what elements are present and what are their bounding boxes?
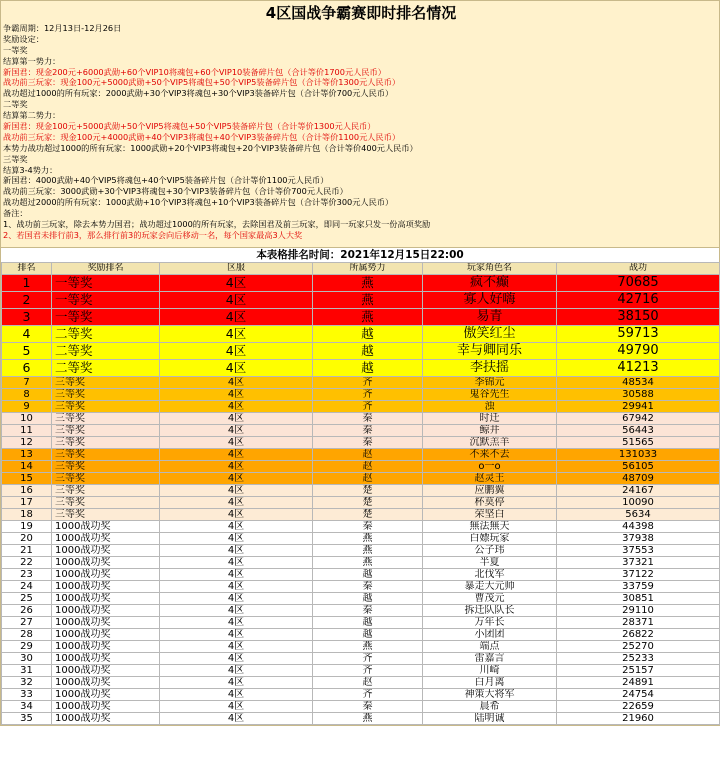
table-row — [2, 605, 720, 617]
faction-cell: 秦 — [313, 605, 423, 617]
notice-line: 结算第一势力： — [3, 55, 61, 66]
rank-cell: 29 — [2, 641, 52, 653]
award-cell: 三等奖 — [52, 413, 160, 425]
faction-cell: 越 — [313, 569, 423, 581]
server-cell: 4区 — [160, 437, 313, 449]
award-cell: 一等奖 — [52, 275, 160, 292]
player-name-cell: 杯莫停 — [423, 497, 557, 509]
faction-cell: 燕 — [313, 641, 423, 653]
table-row — [2, 343, 720, 360]
notice-line: 争霸周期：12月13日-12月26日 — [3, 23, 122, 33]
server-cell: 4区 — [160, 485, 313, 497]
rank-cell: 19 — [2, 521, 52, 533]
award-cell: 三等奖 — [52, 377, 160, 389]
faction-cell: 越 — [313, 629, 423, 641]
power-cell: 25270 — [557, 641, 720, 653]
rank-cell: 20 — [2, 533, 52, 545]
notice-line: 结算3-4势力： — [3, 164, 58, 175]
notice-line: 一等奖 — [3, 44, 28, 55]
power-cell: 70685 — [557, 275, 720, 292]
table-row — [2, 360, 720, 377]
notice-line: 本势力战功超过1000的所有玩家：1000武勋+20个VIP3将魂包+20个VIP3装备碎片包（合计等价400元人民币） — [3, 142, 418, 153]
server-cell: 4区 — [160, 326, 313, 343]
power-cell: 48534 — [557, 377, 720, 389]
player-name-cell: 北伐军 — [423, 569, 557, 581]
player-name-cell: 时迁 — [423, 413, 557, 425]
player-name-cell: 川崎 — [423, 665, 557, 677]
rank-cell: 10 — [2, 413, 52, 425]
power-cell: 24754 — [557, 689, 720, 701]
faction-cell: 楚 — [313, 485, 423, 497]
faction-cell: 齐 — [313, 665, 423, 677]
notice-line: 结算第二势力： — [3, 110, 61, 121]
rank-cell: 3 — [2, 309, 52, 326]
rank-cell: 7 — [2, 377, 52, 389]
table-row — [2, 425, 720, 437]
table-row — [2, 275, 720, 292]
table-row — [2, 545, 720, 557]
player-name-cell: 神策大将军 — [423, 689, 557, 701]
table-row — [2, 377, 720, 389]
server-cell: 4区 — [160, 377, 313, 389]
faction-cell: 赵 — [313, 449, 423, 461]
faction-cell: 秦 — [313, 437, 423, 449]
faction-cell: 秦 — [313, 425, 423, 437]
notice-line: 新国君：现金200元+6000武勋+60个VIP10将魂包+60个VIP10装备碎片包（合计等价1700元人民币） — [3, 66, 386, 77]
rank-cell: 11 — [2, 425, 52, 437]
notice-line: 三等奖 — [3, 153, 28, 164]
table-row — [2, 557, 720, 569]
notice-line: 战功前三玩家：3000武勋+30个VIP3将魂包+30个VIP3装备碎片包（合计等价700元人民币） — [3, 186, 348, 197]
server-cell: 4区 — [160, 629, 313, 641]
table-row — [2, 521, 720, 533]
award-cell: 1000战功奖 — [52, 605, 160, 617]
table-row — [2, 326, 720, 343]
power-cell: 44398 — [557, 521, 720, 533]
player-name-cell: 陆明诚 — [423, 713, 557, 725]
notice-lines — [3, 23, 719, 241]
award-cell: 1000战功奖 — [52, 593, 160, 605]
rank-cell: 4 — [2, 326, 52, 343]
rank-cell: 1 — [2, 275, 52, 292]
rank-cell: 6 — [2, 360, 52, 377]
player-name-cell: 拆迁队队长 — [423, 605, 557, 617]
server-cell: 4区 — [160, 569, 313, 581]
rank-cell: 33 — [2, 689, 52, 701]
power-cell: 131033 — [557, 449, 720, 461]
table-row — [2, 677, 720, 689]
power-cell: 30588 — [557, 389, 720, 401]
award-cell: 三等奖 — [52, 437, 160, 449]
faction-cell: 赵 — [313, 677, 423, 689]
notice-line: 新国君：现金100元+5000武勋+50个VIP5将魂包+50个VIP5装备碎片包（合计等价1300元人民币） — [3, 121, 376, 132]
player-name-cell: 半夏 — [423, 557, 557, 569]
notice-line: 战功超过2000的所有玩家：1000武勋+10个VIP3将魂包+10个VIP3装备碎片包（合计等价300元人民币） — [3, 197, 394, 208]
table-row — [2, 533, 720, 545]
power-cell: 42716 — [557, 292, 720, 309]
player-name-cell: 沉默羔羊 — [423, 437, 557, 449]
award-cell: 二等奖 — [52, 360, 160, 377]
table-row — [2, 665, 720, 677]
power-cell: 56105 — [557, 461, 720, 473]
power-cell: 48709 — [557, 473, 720, 485]
faction-cell: 越 — [313, 360, 423, 377]
player-name-cell: 李扶摇 — [423, 360, 557, 377]
table-row — [2, 581, 720, 593]
faction-cell: 齐 — [313, 689, 423, 701]
rank-cell: 27 — [2, 617, 52, 629]
table-row — [2, 713, 720, 725]
server-cell: 4区 — [160, 521, 313, 533]
notice-line: 战功前三玩家：现金100元+4000武勋+40个VIP3将魂包+40个VIP3装备碎片包（合计等价1100元人民币） — [3, 131, 401, 142]
player-name-cell: 傲笑红尘 — [423, 326, 557, 343]
power-cell: 37321 — [557, 557, 720, 569]
power-cell: 38150 — [557, 309, 720, 326]
power-cell: 67942 — [557, 413, 720, 425]
award-cell: 1000战功奖 — [52, 653, 160, 665]
server-cell: 4区 — [160, 557, 313, 569]
rank-cell: 32 — [2, 677, 52, 689]
power-cell: 37122 — [557, 569, 720, 581]
power-cell: 10090 — [557, 497, 720, 509]
server-cell: 4区 — [160, 545, 313, 557]
award-cell: 1000战功奖 — [52, 569, 160, 581]
award-cell: 一等奖 — [52, 292, 160, 309]
power-cell: 29110 — [557, 605, 720, 617]
power-cell: 5634 — [557, 509, 720, 521]
player-name-cell: 端点 — [423, 641, 557, 653]
rank-cell: 9 — [2, 401, 52, 413]
server-cell: 4区 — [160, 461, 313, 473]
rank-cell: 16 — [2, 485, 52, 497]
table-row — [2, 593, 720, 605]
table-row — [2, 437, 720, 449]
power-cell: 51565 — [557, 437, 720, 449]
faction-cell: 燕 — [313, 713, 423, 725]
power-cell: 24891 — [557, 677, 720, 689]
power-cell: 22659 — [557, 701, 720, 713]
col-header-faction: 所属势力 — [313, 263, 423, 275]
server-cell: 4区 — [160, 593, 313, 605]
player-name-cell: 白嫖玩家 — [423, 533, 557, 545]
notice-line: 二等奖 — [3, 99, 28, 110]
faction-cell: 齐 — [313, 377, 423, 389]
ranking-time-title: 本表格排名时间：2021年12月15日22:00 — [1, 247, 719, 262]
notice-line: 1、战功前三玩家，除去本势力国君；战功超过1000的所有玩家，去除国君及前三玩家，即同一玩家只发一份高项奖励 — [3, 219, 431, 230]
table-row — [2, 617, 720, 629]
power-cell: 21960 — [557, 713, 720, 725]
server-cell: 4区 — [160, 641, 313, 653]
player-name-cell: 易青 — [423, 309, 557, 326]
rank-cell: 26 — [2, 605, 52, 617]
award-cell: 1000战功奖 — [52, 533, 160, 545]
rank-cell: 28 — [2, 629, 52, 641]
table-row — [2, 569, 720, 581]
rank-cell: 30 — [2, 653, 52, 665]
table-row — [2, 389, 720, 401]
server-cell: 4区 — [160, 701, 313, 713]
faction-cell: 楚 — [313, 509, 423, 521]
faction-cell: 赵 — [313, 461, 423, 473]
table-row — [2, 653, 720, 665]
award-cell: 三等奖 — [52, 509, 160, 521]
award-cell: 1000战功奖 — [52, 689, 160, 701]
award-cell: 1000战功奖 — [52, 557, 160, 569]
faction-cell: 楚 — [313, 497, 423, 509]
award-cell: 1000战功奖 — [52, 581, 160, 593]
award-cell: 1000战功奖 — [52, 629, 160, 641]
award-cell: 三等奖 — [52, 449, 160, 461]
player-name-cell: 鬼谷先生 — [423, 389, 557, 401]
rank-cell: 23 — [2, 569, 52, 581]
notice-line: 备注： — [3, 208, 28, 219]
notice-panel — [1, 1, 719, 247]
power-cell: 25157 — [557, 665, 720, 677]
player-name-cell: 浊 — [423, 401, 557, 413]
award-cell: 一等奖 — [52, 309, 160, 326]
server-cell: 4区 — [160, 401, 313, 413]
player-name-cell: 雷嘉言 — [423, 653, 557, 665]
server-cell: 4区 — [160, 653, 313, 665]
power-cell: 59713 — [557, 326, 720, 343]
player-name-cell: 晨希 — [423, 701, 557, 713]
player-name-cell: 应鹏翼 — [423, 485, 557, 497]
server-cell: 4区 — [160, 292, 313, 309]
faction-cell: 燕 — [313, 557, 423, 569]
player-name-cell: 李锦元 — [423, 377, 557, 389]
server-cell: 4区 — [160, 497, 313, 509]
faction-cell: 秦 — [313, 701, 423, 713]
table-row — [2, 689, 720, 701]
faction-cell: 赵 — [313, 473, 423, 485]
player-name-cell: 曹茂元 — [423, 593, 557, 605]
server-cell: 4区 — [160, 343, 313, 360]
player-name-cell: 無法無天 — [423, 521, 557, 533]
player-name-cell: 公子玮 — [423, 545, 557, 557]
award-cell: 1000战功奖 — [52, 617, 160, 629]
table-row — [2, 473, 720, 485]
power-cell: 33759 — [557, 581, 720, 593]
player-name-cell: 荣坚白 — [423, 509, 557, 521]
rank-cell: 8 — [2, 389, 52, 401]
col-header-power: 战功 — [557, 263, 720, 275]
rank-cell: 2 — [2, 292, 52, 309]
server-cell: 4区 — [160, 533, 313, 545]
power-cell: 37553 — [557, 545, 720, 557]
ranking-table — [1, 262, 720, 725]
faction-cell: 秦 — [313, 581, 423, 593]
award-cell: 三等奖 — [52, 497, 160, 509]
faction-cell: 燕 — [313, 309, 423, 326]
notice-line: 奖励设定： — [3, 33, 44, 44]
player-name-cell: 鲸井 — [423, 425, 557, 437]
player-name-cell: 寡人好嗨 — [423, 292, 557, 309]
player-name-cell: 疯不癫 — [423, 275, 557, 292]
player-name-cell: 幸与卿同乐 — [423, 343, 557, 360]
rank-cell: 17 — [2, 497, 52, 509]
server-cell: 4区 — [160, 689, 313, 701]
table-row — [2, 701, 720, 713]
server-cell: 4区 — [160, 413, 313, 425]
server-cell: 4区 — [160, 581, 313, 593]
table-row — [2, 497, 720, 509]
rank-cell: 5 — [2, 343, 52, 360]
faction-cell: 燕 — [313, 545, 423, 557]
award-cell: 三等奖 — [52, 401, 160, 413]
award-cell: 1000战功奖 — [52, 713, 160, 725]
server-cell: 4区 — [160, 360, 313, 377]
faction-cell: 秦 — [313, 413, 423, 425]
player-name-cell: 白月离 — [423, 677, 557, 689]
server-cell: 4区 — [160, 665, 313, 677]
rank-cell: 13 — [2, 449, 52, 461]
server-cell: 4区 — [160, 713, 313, 725]
award-cell: 二等奖 — [52, 326, 160, 343]
rank-cell: 34 — [2, 701, 52, 713]
power-cell: 49790 — [557, 343, 720, 360]
rank-cell: 22 — [2, 557, 52, 569]
server-cell: 4区 — [160, 449, 313, 461]
notice-line: 战功超过1000的所有玩家：2000武勋+30个VIP3将魂包+30个VIP3装备碎片包（合计等价700元人民币） — [3, 88, 394, 99]
power-cell: 30851 — [557, 593, 720, 605]
notice-line: 战功前三玩家：现金100元+5000武勋+50个VIP5将魂包+50个VIP5装备碎片包（合计等价1300元人民币） — [3, 77, 401, 88]
power-cell: 26822 — [557, 629, 720, 641]
table-row — [2, 509, 720, 521]
server-cell: 4区 — [160, 617, 313, 629]
table-row — [2, 309, 720, 326]
power-cell: 29941 — [557, 401, 720, 413]
rank-cell: 24 — [2, 581, 52, 593]
faction-cell: 燕 — [313, 533, 423, 545]
player-name-cell: 暴走大元帅 — [423, 581, 557, 593]
faction-cell: 齐 — [313, 389, 423, 401]
faction-cell: 燕 — [313, 292, 423, 309]
player-name-cell: 不来不去 — [423, 449, 557, 461]
rank-cell: 14 — [2, 461, 52, 473]
table-row — [2, 629, 720, 641]
col-header-server: 区服 — [160, 263, 313, 275]
faction-cell: 燕 — [313, 275, 423, 292]
faction-cell: 越 — [313, 343, 423, 360]
col-header-award: 奖励排名 — [52, 263, 160, 275]
award-cell: 1000战功奖 — [52, 545, 160, 557]
faction-cell: 齐 — [313, 401, 423, 413]
server-cell: 4区 — [160, 677, 313, 689]
server-cell: 4区 — [160, 275, 313, 292]
faction-cell: 越 — [313, 593, 423, 605]
award-cell: 1000战功奖 — [52, 521, 160, 533]
server-cell: 4区 — [160, 473, 313, 485]
award-cell: 1000战功奖 — [52, 677, 160, 689]
server-cell: 4区 — [160, 389, 313, 401]
rank-cell: 35 — [2, 713, 52, 725]
faction-cell: 秦 — [313, 521, 423, 533]
table-row — [2, 641, 720, 653]
player-name-cell: 赵灵王 — [423, 473, 557, 485]
player-name-cell: 小团团 — [423, 629, 557, 641]
page-title: 4区国战争霸赛即时排名情况 — [265, 4, 457, 22]
col-header-player-name: 玩家角色名 — [423, 263, 557, 275]
table-row — [2, 401, 720, 413]
notice-line: 2、若国君未排行前3，那么排行前3的玩家会向后移动一名，每个国家最高3人大奖 — [3, 229, 303, 240]
rank-cell: 18 — [2, 509, 52, 521]
award-cell: 三等奖 — [52, 473, 160, 485]
award-cell: 三等奖 — [52, 461, 160, 473]
award-cell: 1000战功奖 — [52, 701, 160, 713]
award-cell: 二等奖 — [52, 343, 160, 360]
col-header-rank: 排名 — [2, 263, 52, 275]
rank-cell: 31 — [2, 665, 52, 677]
table-row — [2, 485, 720, 497]
award-cell: 1000战功奖 — [52, 641, 160, 653]
award-cell: 三等奖 — [52, 389, 160, 401]
server-cell: 4区 — [160, 309, 313, 326]
faction-cell: 齐 — [313, 653, 423, 665]
ranking-table-body — [2, 275, 720, 725]
server-cell: 4区 — [160, 605, 313, 617]
table-row — [2, 413, 720, 425]
award-cell: 三等奖 — [52, 425, 160, 437]
award-cell: 1000战功奖 — [52, 665, 160, 677]
table-row — [2, 461, 720, 473]
power-cell: 28371 — [557, 617, 720, 629]
power-cell: 56443 — [557, 425, 720, 437]
power-cell: 37938 — [557, 533, 720, 545]
faction-cell: 越 — [313, 326, 423, 343]
rank-cell: 25 — [2, 593, 52, 605]
table-row — [2, 449, 720, 461]
rank-cell: 21 — [2, 545, 52, 557]
player-name-cell: o一o — [423, 461, 557, 473]
player-name-cell: 万年长 — [423, 617, 557, 629]
power-cell: 24167 — [557, 485, 720, 497]
faction-cell: 越 — [313, 617, 423, 629]
award-cell: 三等奖 — [52, 485, 160, 497]
server-cell: 4区 — [160, 509, 313, 521]
server-cell: 4区 — [160, 425, 313, 437]
power-cell: 41213 — [557, 360, 720, 377]
rank-cell: 15 — [2, 473, 52, 485]
power-cell: 25233 — [557, 653, 720, 665]
notice-line: 新国君：4000武勋+40个VIP5将魂包+40个VIP5装备碎片包（合计等价1100元人民币） — [3, 175, 329, 186]
table-header-row — [2, 263, 720, 275]
rank-cell: 12 — [2, 437, 52, 449]
table-row — [2, 292, 720, 309]
